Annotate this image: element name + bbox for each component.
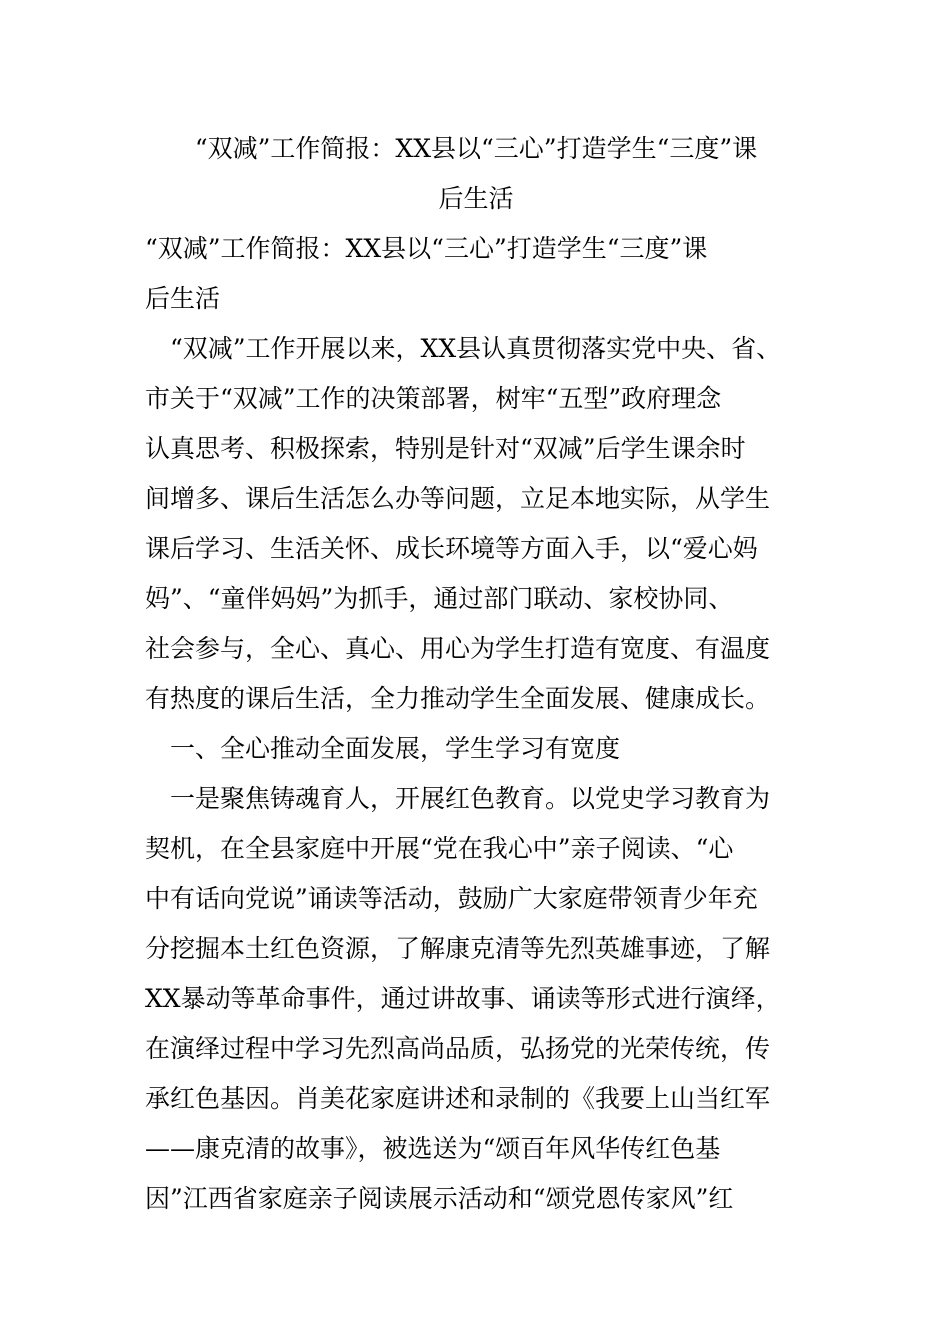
section-paragraph-1: 一是聚焦铸魂育人，开展红色教育。以党史学习教育为 契机，在全县家庭中开展“党在我心中”亲子阅读、“心 中有话向党说”诵读等活动，鼓励广大家庭带领青少年充 分挖掘本土红色资源，了解康克清等先烈英雄事迹，了解 XX暴动等革命事件，通过讲故事、诵读等形式进行演绎， 在演绎过程中学习先烈高尚品质，弘扬党的光荣传统，传 承红色基因。肖美花家庭讲述和录制的《我要上山当红军 ——康克清的故事》，被选送为“颂百年风华传红色基 因”江西省家庭亲子阅读展示活动和“颂党恩传家风”红 xyxy=(145,784,781,1213)
intro-paragraph: “双减”工作开展以来，XX县认真贯彻落实党中央、省、 市关于“双减”工作的决策部署，树牢“五型”政府理念 认真思考、积极探索，特别是针对“双减”后学生课余时 间增多、课后生活怎么办等问题，立足本地实际，从学生 课后学习、生活关怀、成长环境等方面入手，以“爱心妈 妈”、“童伴妈妈”为抓手，通过部门联动、家校协同、 社会参与，全心、真心、用心为学生打造有宽度、有温度 有热度的课后生活，全力推动学生全面发展、健康成长。 xyxy=(145,334,782,713)
document-subtitle: “双减”工作简报：XX县以“三心”打造学生“三度”课 后生活 xyxy=(145,234,708,313)
document-title: “双减”工作简报：XX县以“三心”打造学生“三度”课 后生活 xyxy=(194,134,758,213)
section-heading-1: 一、全心推动全面发展，学生学习有宽度 xyxy=(145,734,621,763)
document-page xyxy=(145,124,807,1224)
